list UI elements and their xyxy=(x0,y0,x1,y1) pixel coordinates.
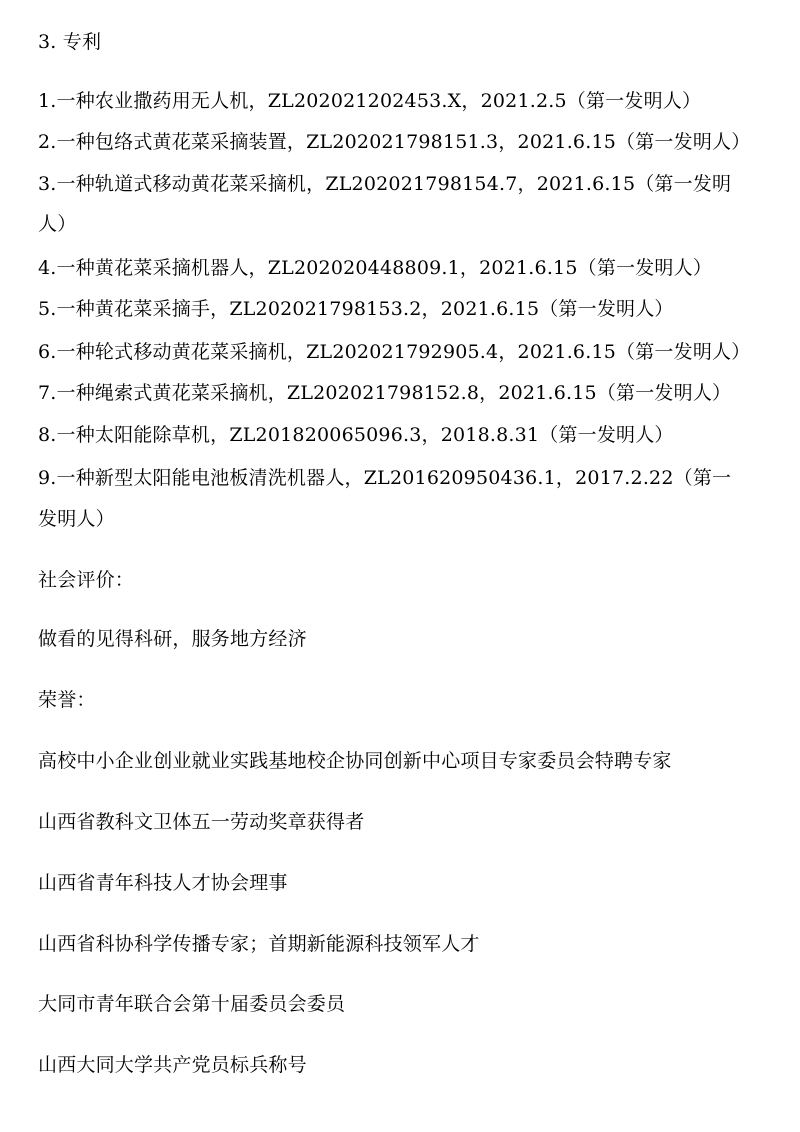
social-eval-label: 社会评价： xyxy=(38,569,135,591)
patent-item: 4.一种黄花菜采摘机器人，ZL202020448809.1，2021.6.15（第一发明人） xyxy=(38,257,713,279)
honor-item: 大同市青年联合会第十届委员会委员 xyxy=(38,993,346,1015)
patent-item: 9.一种新型太阳能电池板清洗机器人，ZL201620950436.1，2017.2.22（第一 xyxy=(38,467,732,489)
honor-item: 山西省青年科技人才协会理事 xyxy=(38,872,288,894)
honor-item: 山西省教科文卫体五一劳动奖章获得者 xyxy=(38,811,365,833)
social-eval-text: 做看的见得科研，服务地方经济 xyxy=(38,628,307,650)
patent-item: 6.一种轮式移动黄花菜采摘机，ZL202021792905.4，2021.6.15（第一发明人） xyxy=(38,341,751,363)
honor-item: 高校中小企业创业就业实践基地校企协同创新中心项目专家委员会特聘专家 xyxy=(38,750,672,772)
patent-item: 2.一种包络式黄花菜采摘装置，ZL202021798151.3，2021.6.15（第一发明人） xyxy=(38,131,751,153)
honors-label: 荣誉： xyxy=(38,689,96,711)
patent-item-continuation: 发明人） xyxy=(38,508,115,530)
honor-item: 山西大同大学共产党员标兵称号 xyxy=(38,1054,307,1076)
patent-item: 1.一种农业撒药用无人机，ZL202021202453.X，2021.2.5（第一发明人） xyxy=(38,90,702,112)
patent-item: 8.一种太阳能除草机，ZL201820065096.3，2018.8.31（第一发明人） xyxy=(38,424,674,446)
honor-item: 山西省科协科学传播专家；首期新能源科技领军人才 xyxy=(38,933,480,955)
patent-item: 3.一种轨道式移动黄花菜采摘机，ZL202021798154.7，2021.6.15（第一发明 xyxy=(38,173,732,195)
patent-item: 5.一种黄花菜采摘手，ZL202021798153.2，2021.6.15（第一发明人） xyxy=(38,298,674,320)
patent-item-continuation: 人） xyxy=(38,213,77,235)
patent-item: 7.一种绳索式黄花菜采摘机，ZL202021798152.8，2021.6.15（第一发明人） xyxy=(38,382,732,404)
section-heading: 3. 专利 xyxy=(38,31,102,53)
